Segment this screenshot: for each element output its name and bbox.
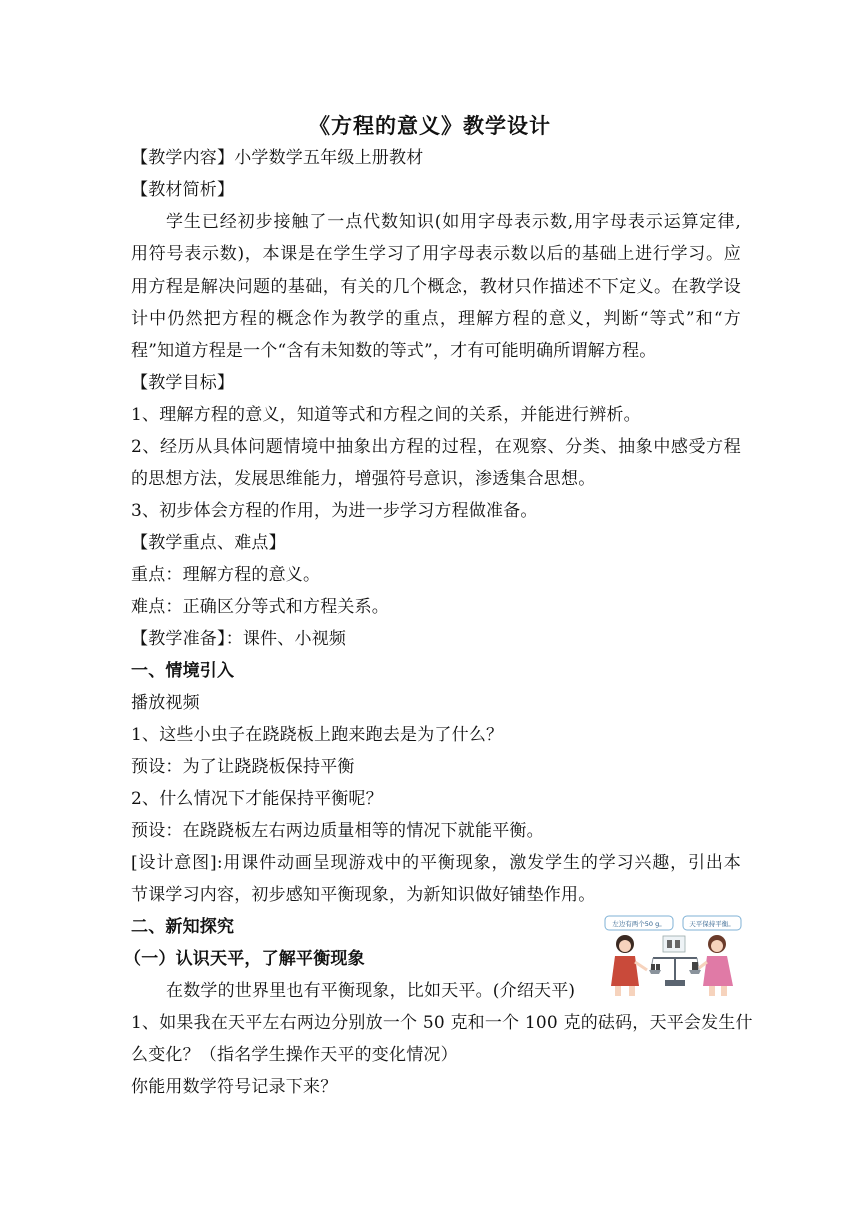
objective-item: 1、理解方程的意义，知道等式和方程之间的关系，并能进行辨析。 [131,405,641,425]
weights-board [663,936,685,952]
speech-bubble-left-text: 左边有两个50 g。 [612,920,666,928]
question-item: 1、如果我在天平左右两边分别放一个 50 克和一个 100 克的砝码，天平会发生什 [131,1013,753,1033]
difficult-point: 难点：正确区分等式和方程关系。 [131,597,389,617]
question-item: 1、这些小虫子在跷跷板上跑来跑去是为了什么？ [131,725,504,745]
question-item: 2、什么情况下才能保持平衡呢？ [131,789,383,809]
objective-item: 2、经历从具体问题情境中抽象出方程的过程，在观察、分类、抽象中感受方程 [131,437,741,457]
heading-preparation: 【教学准备】：课件、小视频 [131,629,347,649]
paragraph-line: 用符号表示数)，本课是在学生学习了用字母表示数以后的基础上进行学习。应 [131,244,741,264]
design-intent: [设计意图]:用课件动画呈现游戏中的平衡现象，激发学生的学习兴趣，引出本 [131,853,741,873]
subsection-heading: （一）认识天平，了解平衡现象 [124,949,365,969]
section-heading: 一、情境引入 [131,661,235,681]
key-point: 重点：理解方程的意义。 [131,565,321,585]
paragraph-line: 程”知道方程是一个“含有未知数的等式”，才有可能明确所谓解方程。 [131,341,657,361]
heading-analysis: 【教材简析】 [131,180,235,200]
question-item: 你能用数学符号记录下来？ [131,1077,338,1097]
speech-bubble-right-text: 天平保持平衡。 [689,920,735,928]
paragraph-line: 用方程是解决问题的基础，有关的几个概念，教材只作描述不下定义。在教学设 [131,277,741,297]
heading-content: 【教学内容】小学数学五年级上册教材 [131,148,424,168]
student-right-figure [699,935,733,996]
document-title: 《方程的意义》教学设计 [309,113,551,138]
paragraph-line: 学生已经初步接触了一点代数知识(如用字母表示数,用字母表示运算定律, [166,212,741,232]
text-line: 在数学的世界里也有平衡现象，比如天平。(介绍天平) [166,981,576,1001]
section-heading: 二、新知探究 [131,917,235,937]
student-left-figure [611,935,647,996]
heading-key-points: 【教学重点、难点】 [131,533,286,553]
balance-scale-icon [649,958,701,986]
design-intent: 节课学习内容，初步感知平衡现象，为新知识做好铺垫作用。 [131,885,596,905]
question-item: 么变化？（指名学生操作天平的变化情况） [131,1045,458,1065]
heading-objectives: 【教学目标】 [131,373,235,393]
balance-illustration [603,914,743,998]
paragraph-line: 计中仍然把方程的概念作为教学的重点，理解方程的意义，判断“等式”和“方 [131,309,741,329]
preset-answer: 预设：为了让跷跷板保持平衡 [131,757,355,777]
text-line: 播放视频 [131,693,200,713]
objective-item: 3、初步体会方程的作用，为进一步学习方程做准备。 [131,501,538,521]
preset-answer: 预设：在跷跷板左右两边质量相等的情况下就能平衡。 [131,821,544,841]
objective-item: 的思想方法，发展思维能力，增强符号意识，渗透集合思想。 [131,469,596,489]
